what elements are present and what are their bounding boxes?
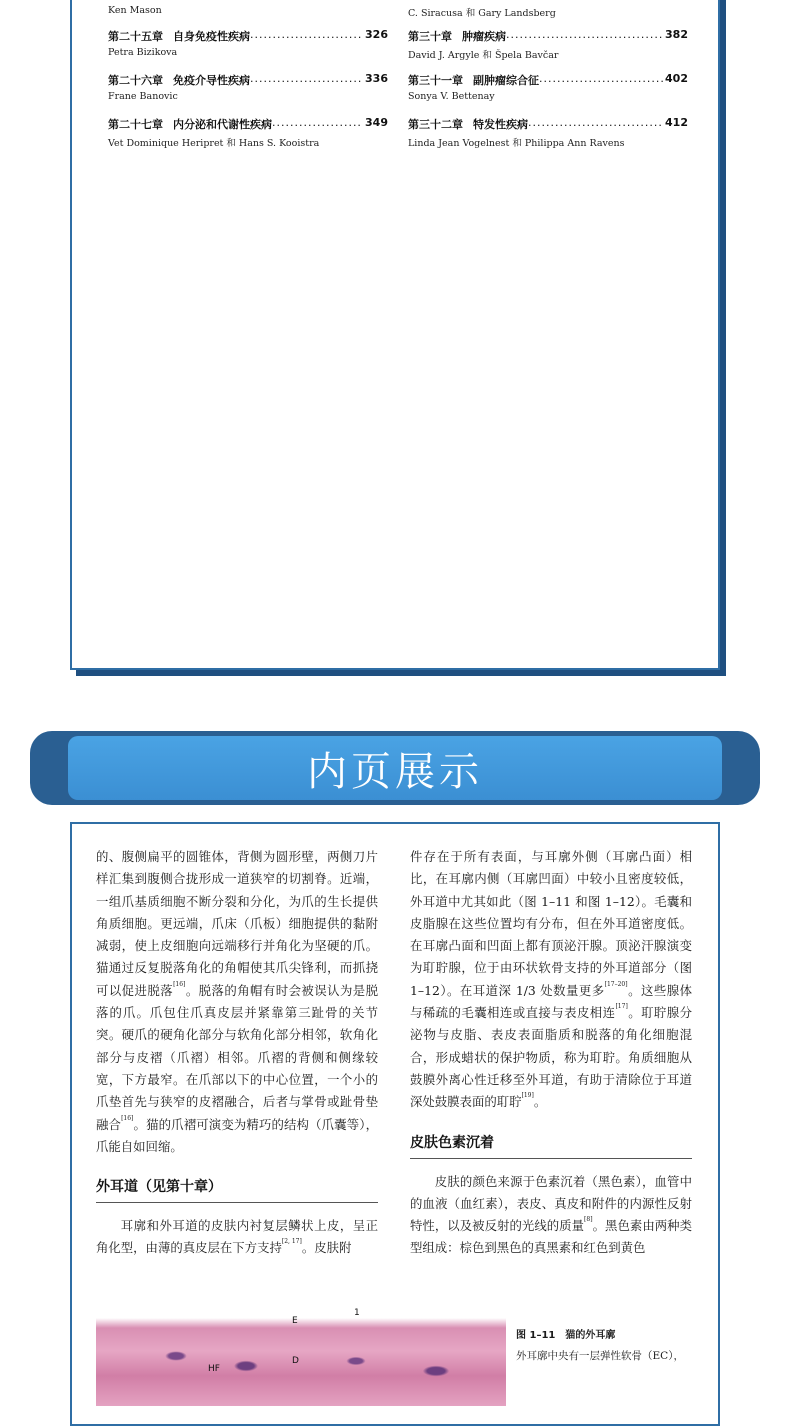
toc-chapter: 第三十章 xyxy=(408,30,452,43)
toc-card xyxy=(70,0,720,670)
toc-entry[interactable] xyxy=(408,28,688,61)
toc-title: 内分泌和代谢性疾病 xyxy=(173,118,272,131)
figure-caption xyxy=(516,1326,706,1366)
paragraph: 皮肤的颜色来源于色素沉着（黑色素），血管中的血液（血红素），表皮、真皮和附件的内源性反射特性，以及被反射的光线的质量[8]。黑色素由两种类型组成：棕色到黑色的真黑素和红色到黄色 xyxy=(410,1173,693,1256)
toc-entry xyxy=(408,2,688,19)
histology-figure xyxy=(96,1306,506,1406)
citation: [16] xyxy=(173,980,186,988)
toc-entry[interactable] xyxy=(408,72,688,102)
citation: [8] xyxy=(584,1216,593,1224)
section-heading: 皮肤色素沉着 xyxy=(410,1130,692,1159)
text-column-right xyxy=(410,846,692,1260)
toc-title: 特发性疾病 xyxy=(473,118,528,131)
citation: [16] xyxy=(121,1114,134,1122)
paragraph: 件存在于所有表面，与耳廓外侧（耳廓凸面）相比，在耳廓内侧（耳廓凹面）中较小且密度较低，外耳道中尤其如此（图 1–11 和图 1–12）。毛囊和皮脂腺在这些位置均有分布，但在外耳道密度低。在耳廓凸面和凹面上都有顶泌汗腺。顶泌汗腺演变为耵聍腺，位于由环状软骨支持的外耳道部分（图 1–12）。在耳道深 1/3 处数量更多[17–20]。这些腺体与稀疏的毛囊相连或直接与表皮相连[17]。耵聍腺分泌物与皮脂、表皮表面脂质和脱落的角化细胞混合，形成蜡状的保护物质，称为耵聍。角质细胞从鼓膜外离心性迁移至外耳道，有助于清除位于耳道深处鼓膜表面的耵聍[19]。 xyxy=(410,849,693,1110)
content-page xyxy=(70,822,720,1426)
toc-chapter: 第二十六章 xyxy=(108,74,163,87)
toc-author: Vet Dominique Heripret 和 Hans S. Kooistra xyxy=(108,138,320,149)
toc-page: 326 xyxy=(365,28,388,41)
toc-page: 402 xyxy=(665,72,688,85)
toc-leader xyxy=(272,116,363,132)
citation: [2, 17] xyxy=(281,1238,302,1246)
toc-entry[interactable] xyxy=(108,28,388,58)
text-column-left xyxy=(96,846,378,1260)
toc-entry[interactable] xyxy=(108,116,388,149)
toc-entry[interactable] xyxy=(108,72,388,102)
toc-page: 412 xyxy=(665,116,688,129)
toc-entry[interactable] xyxy=(408,116,688,149)
banner-title: 内页展示 xyxy=(307,748,483,795)
toc-title: 免疫介导性疾病 xyxy=(173,74,250,87)
paragraph: 的、腹侧扁平的圆锥体，背侧为圆形壁，两侧刀片样汇集到腹侧合拢形成一道狭窄的切割脊。近端，一组爪基质细胞不断分裂和分化，为爪的生长提供角质细胞。更远端，爪床（爪板）细胞提供的黏附减弱，使上皮细胞向远端移行并角化为坚硬的爪。猫通过反复脱落角化的角帽使其爪尖锋利，而抓挠可以促进脱落[16]。脱落的角帽有时会被误认为是脱落的爪。爪包住爪真皮层并紧靠第三趾骨的关节突。硬爪的硬角化部分与软角化部分相邻，软角化部分与皮褶（爪褶）相邻。爪褶的背侧和侧缘较宽，下方最窄。在爪部以下的中心位置，一个小的爪垫首先与狭窄的皮褶融合，后者与掌骨或趾骨垫融合[16]。猫的爪褶可演变为精巧的结构（爪囊等），爪能自如回缩。 xyxy=(96,849,379,1154)
toc-leader xyxy=(250,28,363,44)
toc-author: Sonya V. Bettenay xyxy=(408,91,495,102)
toc-author: C. Siracusa 和 Gary Landsberg xyxy=(408,8,556,19)
toc-author: Linda Jean Vogelnest 和 Philippa Ann Ravens xyxy=(408,138,625,149)
toc-entry xyxy=(108,2,388,16)
toc-chapter: 第三十一章 xyxy=(408,74,463,87)
toc-author: Frane Banovic xyxy=(108,91,178,102)
figure-label-hf: HF xyxy=(208,1364,220,1374)
toc-author: David J. Argyle 和 Špela Bavčar xyxy=(408,50,559,61)
figure-caption-title: 图 1–11 猫的外耳廓 xyxy=(516,1330,616,1341)
figure-label-e: E xyxy=(292,1316,298,1326)
citation: [17–20] xyxy=(604,980,628,988)
toc-leader xyxy=(250,72,363,88)
paragraph: 耳廓和外耳道的皮肤内衬复层鳞状上皮，呈正角化型，由薄的真皮层在下方支持[2, 17]。皮肤附 xyxy=(96,1218,378,1256)
toc-chapter: 第三十二章 xyxy=(408,118,463,131)
toc-author: Ken Mason xyxy=(108,5,162,16)
citation: [19] xyxy=(521,1092,534,1100)
figure-label-d: D xyxy=(292,1356,299,1366)
banner-panel xyxy=(68,736,722,800)
toc-leader xyxy=(539,72,663,88)
toc-title: 肿瘤疾病 xyxy=(462,30,506,43)
toc-page: 336 xyxy=(365,72,388,85)
figure-label-1: 1 xyxy=(354,1308,360,1318)
section-banner xyxy=(30,731,760,805)
toc-page: 349 xyxy=(365,116,388,129)
section-heading: 外耳道（见第十章） xyxy=(96,1174,378,1203)
toc-chapter: 第二十五章 xyxy=(108,30,163,43)
toc-author: Petra Bizikova xyxy=(108,47,178,58)
toc-title: 自身免疫性疾病 xyxy=(173,30,250,43)
toc-title: 副肿瘤综合征 xyxy=(473,74,539,87)
citation: [17] xyxy=(615,1003,628,1011)
toc-leader xyxy=(528,116,663,132)
toc-leader xyxy=(506,28,663,44)
toc-chapter: 第二十七章 xyxy=(108,118,163,131)
toc-page: 382 xyxy=(665,28,688,41)
figure-caption-text: 外耳廓中央有一层弹性软骨（EC）， xyxy=(516,1350,684,1362)
